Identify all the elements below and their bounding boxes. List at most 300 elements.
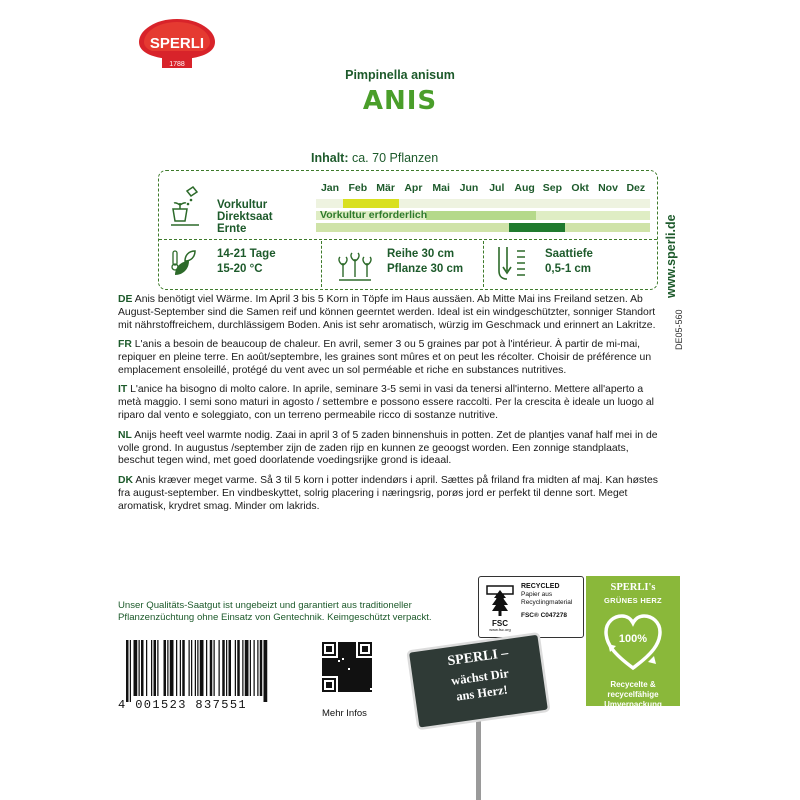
qr-module xyxy=(360,660,362,662)
qr-module xyxy=(348,652,350,654)
qr-module xyxy=(330,660,332,662)
qr-module xyxy=(350,672,352,674)
qr-module xyxy=(332,666,334,668)
qr-module xyxy=(352,680,354,682)
qr-module xyxy=(334,666,336,668)
qr-module xyxy=(368,672,370,674)
badge-bottom-text xyxy=(586,680,680,710)
qr-module xyxy=(346,688,348,690)
qr-module xyxy=(350,680,352,682)
qr-module xyxy=(360,662,362,664)
qr-module xyxy=(366,662,368,664)
qr-module xyxy=(338,682,340,684)
qr-module xyxy=(344,678,346,680)
qr-module xyxy=(340,668,342,670)
sperli-logo xyxy=(134,16,220,72)
qr-module xyxy=(356,678,358,680)
qr-module xyxy=(352,660,354,662)
barcode-bar xyxy=(206,640,207,696)
qr-module xyxy=(368,666,370,668)
qr-code[interactable] xyxy=(322,642,372,692)
qr-module xyxy=(334,658,336,660)
qr-module xyxy=(360,690,362,692)
qr-module xyxy=(346,658,348,660)
qr-module xyxy=(364,670,366,672)
barcode-bar xyxy=(189,640,190,696)
qr-module xyxy=(360,668,362,670)
qr-module xyxy=(366,676,368,678)
qr-module xyxy=(362,664,364,666)
qr-module xyxy=(340,654,342,656)
month-7: Aug xyxy=(514,182,535,194)
badge-title: SPERLI's xyxy=(610,582,656,593)
month-10: Nov xyxy=(598,182,618,194)
spacing-info xyxy=(387,247,463,277)
qr-module xyxy=(346,656,348,658)
plant-spacing: Pflanze 30 cm xyxy=(387,263,464,275)
qr-module xyxy=(338,674,340,676)
qr-module xyxy=(368,682,370,684)
barcode-bar xyxy=(154,640,157,696)
barcode-bar xyxy=(257,640,258,696)
qr-module xyxy=(330,674,332,676)
qr-module xyxy=(358,688,360,690)
qr-module xyxy=(364,662,366,664)
qr-module xyxy=(354,680,356,682)
qr-module xyxy=(356,680,358,682)
qr-module xyxy=(352,644,354,646)
qr-module xyxy=(348,656,350,658)
qr-module xyxy=(350,686,352,688)
qr-module xyxy=(366,666,368,668)
description-text: Anis benötigt viel Wärme. Im April 3 bis 5 Korn in Töpfe im Haus aussäen. Ab Mitte Mai ins Freiland setzen. Ab August-September sind die Samen reif und können geerntet werden. Ideal ist ein windgeschützter, sonniger Standort mit nährstoffreichem, durchlässigem Boden. Anis ist sehr aromatisch, würzig im Geschmack und erinnert an Lakritze. xyxy=(118,294,656,331)
qr-module xyxy=(350,688,352,690)
ernte-bar-bg xyxy=(316,223,650,232)
qr-module xyxy=(354,648,356,650)
qr-module xyxy=(360,658,362,660)
qr-module xyxy=(360,682,362,684)
qr-module xyxy=(352,686,354,688)
qr-module xyxy=(352,642,354,644)
qr-module xyxy=(356,674,358,676)
barcode-bar xyxy=(195,640,196,696)
qr-module xyxy=(366,674,368,676)
lang-code: FR xyxy=(118,339,132,351)
month-1: Feb xyxy=(348,182,368,194)
fsc-site: www.fsc.org xyxy=(489,627,511,632)
qr-module xyxy=(344,660,346,662)
qr-module xyxy=(368,680,370,682)
qr-module xyxy=(370,670,372,672)
qr-module xyxy=(348,682,350,684)
qr-module xyxy=(354,662,356,664)
qr-module xyxy=(356,664,358,666)
qr-module xyxy=(348,650,350,652)
qr-module xyxy=(324,662,326,664)
qr-module xyxy=(356,660,358,662)
qr-module xyxy=(344,676,346,678)
qr-module xyxy=(348,662,350,664)
qr-module xyxy=(344,682,346,684)
qr-module xyxy=(358,670,360,672)
qr-module xyxy=(338,652,340,654)
qr-module xyxy=(368,690,370,692)
qr-module xyxy=(342,674,344,676)
qr-module xyxy=(354,658,356,660)
qr-module xyxy=(338,650,340,652)
qr-module xyxy=(344,686,346,688)
qr-module xyxy=(350,684,352,686)
direktsaat-bar-track xyxy=(316,211,650,220)
qr-module xyxy=(350,676,352,678)
qr-module xyxy=(350,658,352,660)
barcode-bar xyxy=(139,640,140,696)
barcode-bar xyxy=(245,640,249,696)
qr-module xyxy=(370,660,372,662)
qr-module xyxy=(370,664,372,666)
qr-module xyxy=(368,674,370,676)
qr-module xyxy=(352,656,354,658)
qr-module xyxy=(340,644,342,646)
description-text: L'anice ha bisogno di molto calore. In aprile, seminare 3-5 semi in vasi da tenersi all'interno. Mettere all'aperto a metà maggio. I semi sono maturi in agosto / settembre e possono essere raccolti. Per la crescita è ideale un luogo al riparo dal vento e soleggiato, con un terreno permeabile ricco di sostanze nutritive. xyxy=(118,384,654,422)
qr-module xyxy=(368,688,370,690)
qr-module xyxy=(348,686,350,688)
qr-module xyxy=(356,686,358,688)
fsc-line1: Papier aus xyxy=(521,591,553,598)
qr-module xyxy=(342,652,344,654)
qr-module xyxy=(354,672,356,674)
qr-module xyxy=(340,650,342,652)
depth-label: Saattiefe xyxy=(545,248,593,260)
qr-module xyxy=(342,650,344,652)
barcode-bar xyxy=(146,640,147,696)
qr-module xyxy=(352,682,354,684)
qr-module xyxy=(350,644,352,646)
qr-module xyxy=(360,674,362,676)
qr-module xyxy=(332,672,334,674)
qr-module xyxy=(328,662,330,664)
website-vertical xyxy=(662,178,680,298)
description-de xyxy=(118,294,662,333)
qr-module xyxy=(370,666,372,668)
fsc-recycled: RECYCLED xyxy=(521,583,560,590)
qr-module xyxy=(338,690,340,692)
qr-module xyxy=(340,658,342,660)
qr-module xyxy=(366,680,368,682)
qr-module xyxy=(342,664,344,666)
info-separator-2 xyxy=(483,241,484,287)
qr-module xyxy=(368,662,370,664)
info-separator-1 xyxy=(321,241,322,287)
qr-module xyxy=(350,668,352,670)
qr-module xyxy=(344,664,346,666)
lang-code: IT xyxy=(118,384,128,396)
qr-module xyxy=(330,666,332,668)
fsc-logo-text: FSC xyxy=(492,619,508,628)
qr-module xyxy=(342,656,344,658)
qr-module xyxy=(326,660,328,662)
barcode-bar xyxy=(176,640,177,696)
depth-info xyxy=(545,247,593,277)
badge-percent: 100% xyxy=(618,633,648,645)
qr-module xyxy=(324,672,326,674)
barcode-bar xyxy=(197,640,198,696)
spacing-plants-icon xyxy=(335,243,375,283)
description-nl xyxy=(118,430,662,469)
sowing-pot-icon xyxy=(167,185,203,231)
qr-module xyxy=(370,676,372,678)
qr-module xyxy=(352,658,354,660)
qr-module xyxy=(346,684,348,686)
qr-module xyxy=(346,662,348,664)
qr-module xyxy=(356,690,358,692)
qr-module xyxy=(340,642,342,644)
qr-module xyxy=(344,670,346,672)
qr-module xyxy=(326,672,328,674)
qr-module xyxy=(348,672,350,674)
qr-module xyxy=(366,690,368,692)
qr-module xyxy=(338,658,340,660)
qr-module xyxy=(340,664,342,666)
qr-module xyxy=(346,648,348,650)
qr-module xyxy=(330,670,332,672)
qr-module xyxy=(360,676,362,678)
qr-module xyxy=(342,660,344,662)
barcode-bar xyxy=(191,640,192,696)
qr-module xyxy=(336,670,338,672)
quality-note: Unser Qualitäts-Saatgut ist ungebeizt und garantiert aus traditioneller Pflanzenzüchtung ohne Einsatz von Gentechnik. Keimgeschützt verpackt. xyxy=(118,600,432,623)
qr-module xyxy=(344,652,346,654)
qr-module xyxy=(364,690,366,692)
barcode-bar xyxy=(260,640,263,696)
qr-module xyxy=(354,660,356,662)
qr-module xyxy=(326,666,328,668)
barcode-bar xyxy=(130,640,131,702)
calendar-divider xyxy=(159,239,657,240)
qr-module xyxy=(370,672,372,674)
barcode-bar xyxy=(170,640,174,696)
qr-module xyxy=(334,672,336,674)
qr-module xyxy=(368,686,370,688)
barcode-bar xyxy=(126,640,129,702)
qr-module xyxy=(348,684,350,686)
month-3: Apr xyxy=(404,182,423,194)
qr-module xyxy=(364,672,366,674)
qr-module xyxy=(340,684,342,686)
qr-module xyxy=(366,688,368,690)
qr-module xyxy=(338,656,340,658)
qr-module xyxy=(346,646,348,648)
product-title: ANIS xyxy=(362,86,438,116)
qr-module xyxy=(336,662,338,664)
qr-module xyxy=(326,646,332,652)
qr-module xyxy=(360,680,362,682)
qr-module xyxy=(322,660,324,662)
qr-module xyxy=(336,660,338,662)
qr-module xyxy=(370,680,372,682)
contents-value: ca. 70 Pflanzen xyxy=(351,151,439,165)
contents-label: Inhalt: xyxy=(311,151,349,165)
qr-module xyxy=(342,686,344,688)
qr-module xyxy=(358,666,360,668)
qr-module xyxy=(346,642,348,644)
qr-module xyxy=(350,650,352,652)
qr-module xyxy=(348,680,350,682)
barcode-bar xyxy=(214,640,215,696)
qr-module xyxy=(348,644,350,646)
qr-module xyxy=(354,666,356,668)
qr-module xyxy=(358,664,360,666)
barcode-bar xyxy=(157,640,158,696)
barcode-bar xyxy=(237,640,240,696)
qr-module xyxy=(366,664,368,666)
qr-module xyxy=(330,672,332,674)
sowing-depth-icon xyxy=(493,245,529,283)
month-6: Jul xyxy=(489,182,505,194)
qr-module xyxy=(340,672,342,674)
qr-module xyxy=(368,676,370,678)
qr-module xyxy=(344,684,346,686)
description-text: L'anis a besoin de beaucoup de chaleur. En avril, semer 3 ou 5 graines par pot à l'intérieur. À partir de mi-mai, repiquer en pleine terre. En août/septembre, les graines sont mûres et on peut les récolter. Choisir de préférence un emplacement ensoleillé, protégé du vent avec un sol perméable et riche en substances nutritives. xyxy=(118,339,652,377)
qr-module xyxy=(354,664,356,666)
qr-module xyxy=(364,684,366,686)
qr-module xyxy=(340,646,342,648)
qr-module xyxy=(352,668,354,670)
qr-module xyxy=(334,670,336,672)
green-heart-badge xyxy=(586,576,680,709)
qr-module xyxy=(370,674,372,676)
qr-module xyxy=(366,686,368,688)
qr-module xyxy=(342,680,344,682)
qr-module xyxy=(328,672,330,674)
qr-module xyxy=(332,658,334,660)
qr-module xyxy=(338,662,340,664)
article-code: DE05-560 xyxy=(674,309,684,350)
qr-module xyxy=(336,668,338,670)
qr-module xyxy=(338,664,340,666)
qr-module xyxy=(370,668,372,670)
qr-module xyxy=(362,676,364,678)
qr-module xyxy=(358,668,360,670)
qr-module xyxy=(324,670,326,672)
qr-module xyxy=(338,646,340,648)
fsc-tree-icon xyxy=(483,582,517,632)
qr-module xyxy=(346,654,348,656)
vorkultur-bar xyxy=(343,199,399,208)
qr-module xyxy=(346,682,348,684)
qr-module xyxy=(356,668,358,670)
lang-code: DK xyxy=(118,474,134,486)
qr-module xyxy=(340,676,342,678)
qr-module xyxy=(358,686,360,688)
month-0: Jan xyxy=(320,182,340,194)
fsc-text xyxy=(521,583,572,620)
qr-module xyxy=(346,676,348,678)
qr-module xyxy=(358,674,360,676)
qr-module xyxy=(354,670,356,672)
qr-module xyxy=(368,664,370,666)
sign-brand: SPERLI – xyxy=(446,645,510,670)
qr-module xyxy=(348,666,350,668)
qr-module xyxy=(364,668,366,670)
qr-module xyxy=(340,688,342,690)
sign-line2: ans Herz! xyxy=(455,682,509,704)
qr-module xyxy=(364,686,366,688)
qr-module xyxy=(334,674,336,676)
qr-module xyxy=(356,682,358,684)
qr-module xyxy=(328,674,330,676)
qr-module xyxy=(358,680,360,682)
description-text: Anis kræver meget varme. Så 3 til 5 korn i potter indendørs i april. Sættes på friland fra midten af maj. Kan høstes fra august-september. En vindbeskyttet, solrig placering i næringsrig, porøs jord er perfekt til denne sort. Meget aromatisk, krydret smag. Minder om lakrids. xyxy=(118,474,658,512)
qr-module xyxy=(354,686,356,688)
qr-module xyxy=(368,670,370,672)
qr-module xyxy=(360,664,362,666)
qr-module xyxy=(344,688,346,690)
qr-module xyxy=(346,664,348,666)
qr-module xyxy=(362,680,364,682)
qr-module xyxy=(354,644,356,646)
qr-module xyxy=(344,646,346,648)
qr-module xyxy=(346,680,348,682)
qr-module xyxy=(324,674,326,676)
qr-module xyxy=(348,648,350,650)
qr-module xyxy=(352,666,354,668)
qr-module xyxy=(338,668,340,670)
barcode-bar xyxy=(151,640,152,696)
qr-module xyxy=(346,668,348,670)
qr-module xyxy=(364,674,366,676)
qr-module xyxy=(334,664,336,666)
qr-module xyxy=(352,684,354,686)
fsc-line2: Recyclingmaterial xyxy=(521,599,573,606)
qr-module xyxy=(350,690,352,692)
qr-module xyxy=(354,654,356,656)
qr-module xyxy=(350,642,352,644)
barcode-bar xyxy=(250,640,251,696)
month-11: Dez xyxy=(626,182,646,194)
qr-module xyxy=(344,662,346,664)
qr-module xyxy=(352,646,354,648)
qr-module xyxy=(362,662,364,664)
qr-module xyxy=(364,688,366,690)
lang-code: DE xyxy=(118,294,133,305)
qr-module xyxy=(348,646,350,648)
qr-module xyxy=(332,664,334,666)
article-code-vertical xyxy=(672,292,686,352)
qr-module xyxy=(370,682,372,684)
qr-module xyxy=(336,672,338,674)
qr-module xyxy=(338,676,340,678)
qr-module xyxy=(344,668,346,670)
qr-module xyxy=(366,660,368,662)
qr-label: Mehr Infos xyxy=(322,708,367,719)
qr-module xyxy=(344,650,346,652)
qr-module xyxy=(328,668,330,670)
qr-module xyxy=(358,690,360,692)
qr-module xyxy=(326,674,328,676)
qr-module xyxy=(338,648,340,650)
qr-module xyxy=(360,670,362,672)
barcode-bar xyxy=(242,640,243,696)
qr-module xyxy=(346,666,348,668)
qr-module xyxy=(346,670,348,672)
qr-module xyxy=(340,670,342,672)
sowing-calendar xyxy=(158,170,658,290)
qr-module xyxy=(350,682,352,684)
qr-module xyxy=(350,646,352,648)
qr-module xyxy=(352,678,354,680)
qr-module xyxy=(340,674,342,676)
